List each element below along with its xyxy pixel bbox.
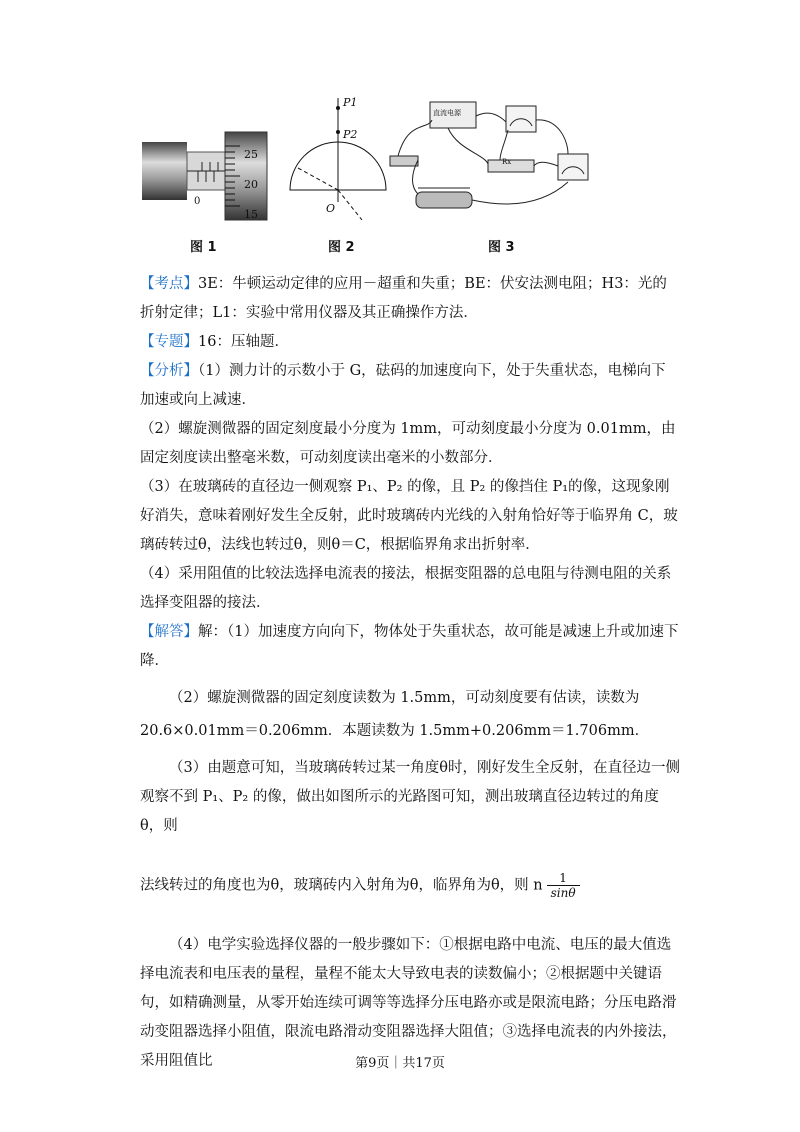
zhuanti-tag: 【专题】	[140, 334, 198, 350]
formula-denominator: sinθ	[547, 885, 580, 900]
fenxi-paragraph-1	[140, 357, 680, 415]
fenxi-tag: 【分析】	[140, 363, 198, 379]
jieda-text-3b: 法线转过的角度也为θ，玻璃砖内入射角为θ，临界角为θ，则 n	[140, 877, 543, 894]
fenxi-paragraph-4: （4）采用阻值的比较法选择电流表的接法，根据变阻器的总电阻与待测电阻的关系选择变阻器的接法．	[140, 566, 672, 611]
label-rx: Rx	[502, 158, 512, 166]
jieda-tag: 【解答】	[140, 624, 198, 640]
label-power-supply: 直流电源	[433, 109, 461, 117]
label-o: O	[326, 202, 336, 215]
jieda-paragraph-3: （3）由题意可知，当玻璃砖转过某一角度θ时，刚好发生全反射，在直径边一侧观察不到 P₁、P₂ 的像，做出如图所示的光路图可知，测出玻璃直径边转过的角度θ，则	[140, 760, 680, 834]
zhuanti-text: 16：压轴题．	[198, 334, 289, 350]
label-p2: P2	[343, 128, 358, 141]
jieda-paragraph-1	[140, 618, 680, 676]
kaodian-text: 3E：牛顿运动定律的应用－超重和失重；BE：伏安法测电阻；H3：光的折射定律；L1：实验中常用仪器及其正确操作方法．	[140, 276, 667, 321]
fig3-caption: 图 3	[488, 240, 515, 255]
jieda-paragraph-4: （4）电学实验选择仪器的一般步骤如下：①根据电路中电流、电压的最大值选择电流表和电压表的量程，量程不能太大导致电表的读数偏小；②根据题中关键语句，如精确测量，从零开始连续可调等等选择分压电路亦或是限流电路；分压电路滑动变阻器选择小阻值，限流电路滑动变阻器选择大阻值；③选择电流表的内外接法，采用阻值比	[140, 936, 677, 1069]
micrometer-tick-20: 20	[244, 178, 258, 191]
circuit-apparatus-figure	[388, 90, 610, 230]
label-p1: P1	[343, 96, 358, 109]
solution-content	[140, 270, 680, 1076]
page-footer: 第9页｜共17页	[355, 1056, 445, 1071]
micrometer-tick-25: 25	[244, 148, 258, 161]
jieda-paragraph-3b	[140, 871, 680, 901]
jieda-text-1: 解：（1）加速度方向向下，物体处于失重状态，故可能是减速上升或加速下降．	[140, 624, 679, 669]
fenxi-text-1: （1）测力计的示数小于 G，砝码的加速度向下，处于失重状态，电梯向下加速或向上减速．	[140, 363, 666, 408]
zhuanti-paragraph	[140, 328, 680, 357]
micrometer-zero: 0	[194, 196, 201, 207]
sin-formula	[547, 871, 580, 900]
micrometer-tick-15: 15	[244, 208, 258, 221]
kaodian-paragraph	[140, 270, 680, 328]
kaodian-tag: 【考点】	[140, 276, 198, 292]
fenxi-paragraph-2: （2）螺旋测微器的固定刻度最小分度为 1mm，可动刻度最小分度为 0.01mm，由固定刻度读出整毫米数，可动刻度读出毫米的小数部分．	[140, 421, 676, 466]
jieda-paragraph-2a: （2）螺旋测微器的固定刻度读数为 1.5mm，可动刻度要有估读，读数为	[169, 690, 640, 706]
fig1-caption: 图 1	[190, 240, 217, 255]
formula-numerator: 1	[559, 871, 567, 885]
fenxi-paragraph-3: （3）在玻璃砖的直径边一侧观察 P₁、P₂ 的像，且 P₂ 的像挡住 P₁的像，这现象刚好消失，意味着刚好发生全反射，此时玻璃砖内光线的入射角恰好等于临界角 C，玻璃砖转过θ，法线也转过θ，则θ＝C，根据临界角求出折射率．	[140, 479, 678, 553]
figure-row	[140, 90, 610, 265]
jieda-paragraph-2b: 20.6×0.01mm＝0.206mm．本题读数为 1.5mm+0.206mm＝1.706mm．	[140, 723, 650, 739]
fig2-caption: 图 2	[328, 240, 355, 255]
